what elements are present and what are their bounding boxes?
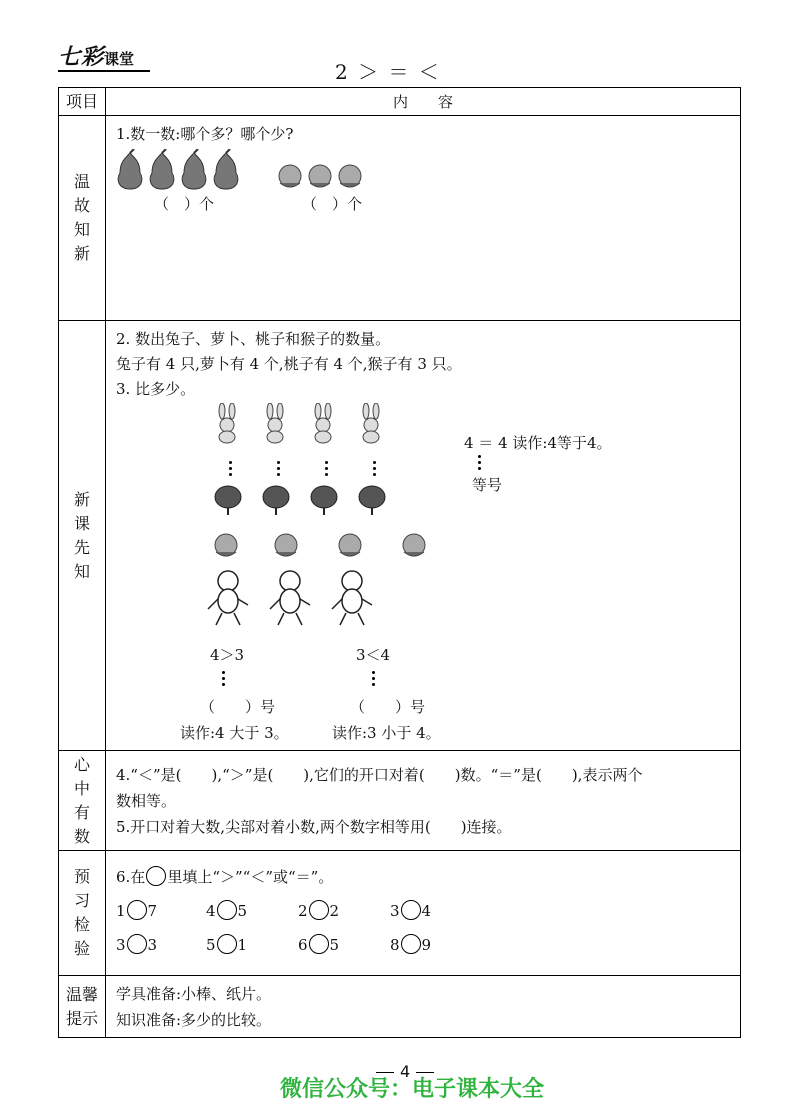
compare-item: 8 9 <box>390 936 432 954</box>
equal-sign-label: 等号 <box>472 476 503 494</box>
question-4-line1: 4.“＜”是( ),“＞”是( ),它们的开口对着( )数。“＝”是( ),表示两个 <box>116 766 643 784</box>
watermark: 微信公众号：电子课本大全 <box>280 1077 545 1102</box>
answer-circle[interactable] <box>127 900 147 920</box>
compare-item: 3 3 <box>116 936 158 954</box>
lesson-table <box>58 87 741 1038</box>
logo-suffix: 课堂 <box>104 50 135 68</box>
pear-count-blank: （ ）个 <box>154 195 215 213</box>
compare-item: 3 4 <box>390 902 432 920</box>
greater-reading: 读作:4 大于 3。 <box>180 724 289 742</box>
connector-dots <box>229 461 231 479</box>
radish-row <box>212 481 397 517</box>
question-5: 5.开口对着大数,尖部对着小数,两个数字相等用( )连接。 <box>116 818 512 836</box>
brand-logo <box>58 40 134 71</box>
monkey-row <box>206 569 376 629</box>
section-tips <box>106 976 741 1038</box>
radish-icon <box>311 486 337 515</box>
answer-circle[interactable] <box>401 934 421 954</box>
rabbit-icon <box>219 403 235 443</box>
rabbit-icon <box>267 403 283 443</box>
section-label-preview: 新 课 先 知 <box>59 321 106 751</box>
page-number: 4 <box>370 1062 440 1081</box>
question-2: 2. 数出兔子、萝卜、桃子和猴子的数量。 <box>116 330 391 348</box>
answer-circle[interactable] <box>309 900 329 920</box>
peach-group <box>276 161 366 191</box>
question-6: 6.在 里填上“＞”“＜”或“＝”。 <box>116 868 334 886</box>
question-2-desc: 兔子有 4 只,萝卜有 4 个,桃子有 4 个,猴子有 3 只。 <box>116 355 462 373</box>
monkey-icon <box>208 571 248 625</box>
question-3: 3. 比多少。 <box>116 380 196 398</box>
connector-dots <box>277 461 279 479</box>
compare-item: 4 5 <box>206 902 248 920</box>
connector-dots <box>478 455 480 473</box>
section-review <box>106 116 741 321</box>
pear-icon <box>182 149 206 189</box>
peach-row <box>212 531 442 561</box>
answer-circle[interactable] <box>309 934 329 954</box>
tip-knowledge: 知识准备:多少的比较。 <box>116 1011 272 1029</box>
peach-icon <box>339 165 361 187</box>
peach-icon <box>275 534 297 556</box>
rabbit-row <box>214 403 394 445</box>
peach-count-blank: （ ）个 <box>302 195 363 213</box>
peach-icon <box>215 534 237 556</box>
question-4-line2: 数相等。 <box>116 792 177 810</box>
less-expression: 3＜4 <box>356 646 391 664</box>
page-title: 2 ＞ ＝ ＜ <box>335 60 441 84</box>
peach-icon <box>403 534 425 556</box>
compare-item: 5 1 <box>206 936 248 954</box>
logo-brand: 七彩 <box>58 45 105 70</box>
section-preview <box>106 321 741 751</box>
peach-icon <box>339 534 361 556</box>
less-sign-blank: （ ）号 <box>350 698 426 716</box>
peach-icon <box>279 165 301 187</box>
pear-icon <box>214 149 238 189</box>
compare-item: 6 5 <box>298 936 340 954</box>
tip-supplies: 学具准备:小棒、纸片。 <box>116 985 272 1003</box>
answer-circle[interactable] <box>401 900 421 920</box>
compare-item: 2 2 <box>298 902 340 920</box>
section-label-check: 预 习 检 验 <box>59 851 106 976</box>
section-check <box>106 851 741 976</box>
section-label-review: 温 故 知 新 <box>59 116 106 321</box>
greater-sign-blank: （ ）号 <box>200 698 276 716</box>
compare-item: 1 7 <box>116 902 158 920</box>
radish-icon <box>263 486 289 515</box>
pear-group <box>114 149 244 191</box>
question-1: 1.数一数:哪个多？哪个少? <box>116 125 294 143</box>
radish-icon <box>359 486 385 515</box>
equal-expression: 4 ＝ 4 读作:4等于4。 <box>464 434 612 452</box>
monkey-icon <box>332 571 372 625</box>
monkey-icon <box>270 571 310 625</box>
logo-underline <box>58 70 150 72</box>
connector-dots <box>373 461 375 479</box>
col-header-content: 内 容 <box>106 88 741 116</box>
pear-icon <box>118 149 142 189</box>
greater-expression: 4＞3 <box>210 646 245 664</box>
col-header-label: 项目 <box>59 88 106 116</box>
section-label-mind: 心 中 有 数 <box>59 751 106 851</box>
answer-circle[interactable] <box>127 934 147 954</box>
pear-icon <box>150 149 174 189</box>
connector-dots <box>222 671 224 689</box>
less-reading: 读作:3 小于 4。 <box>332 724 441 742</box>
section-label-tips: 温馨 提示 <box>59 976 106 1038</box>
answer-circle[interactable] <box>217 934 237 954</box>
connector-dots <box>325 461 327 479</box>
answer-circle[interactable] <box>217 900 237 920</box>
rabbit-icon <box>363 403 379 443</box>
answer-circle-icon <box>146 866 166 886</box>
section-mind <box>106 751 741 851</box>
radish-icon <box>215 486 241 515</box>
rabbit-icon <box>315 403 331 443</box>
peach-icon <box>309 165 331 187</box>
connector-dots <box>372 671 374 689</box>
